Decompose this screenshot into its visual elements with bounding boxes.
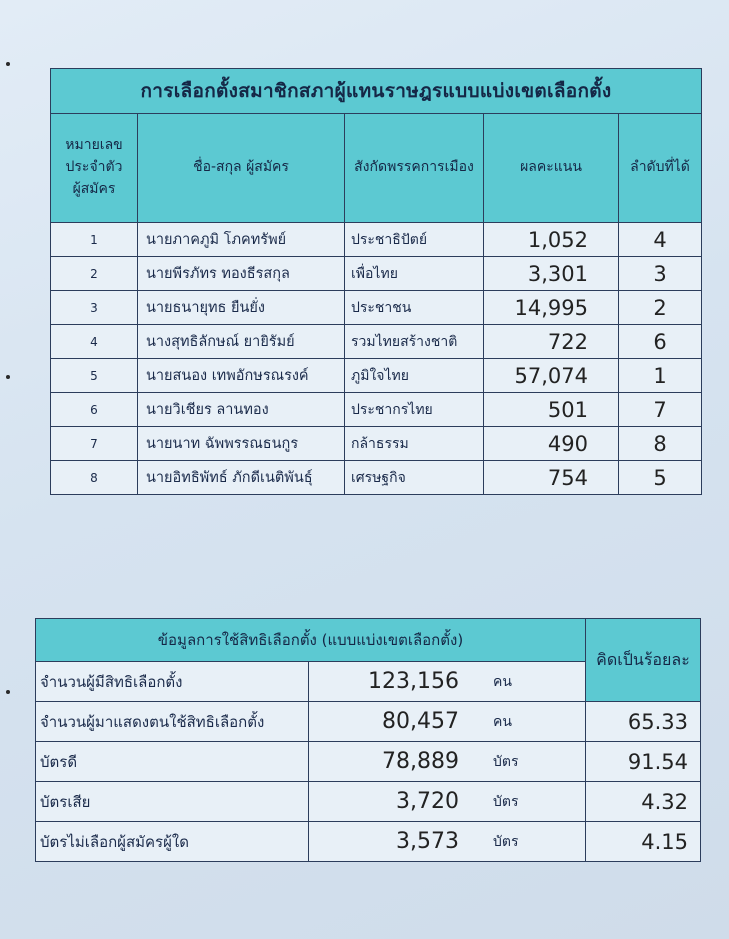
candidate-votes: 754 [484, 461, 619, 495]
candidate-party: ประชาชน [345, 291, 484, 325]
candidate-party: กล้าธรรม [345, 427, 484, 461]
header-number-line1: หมายเลข [65, 137, 123, 154]
candidate-number: 3 [51, 291, 138, 325]
candidate-name: นายวิเชียร ลานทอง [138, 393, 345, 427]
candidate-number: 5 [51, 359, 138, 393]
results-table [50, 68, 702, 495]
candidate-number: 2 [51, 257, 138, 291]
candidate-rank: 7 [619, 393, 702, 427]
header-rank: ลำดับที่ได้ [619, 114, 702, 223]
results-title: การเลือกตั้งสมาชิกสภาผู้แทนราษฎรแบบแบ่งเขตเลือกตั้ง [51, 69, 702, 114]
pin-dot [6, 690, 10, 694]
candidate-rank: 8 [619, 427, 702, 461]
turnout-label: บัตรดี [36, 742, 309, 782]
candidate-name: นายธนายุทธ ยืนยั่ง [138, 291, 345, 325]
table-row [51, 325, 702, 359]
turnout-unit: บัตร [471, 742, 586, 782]
candidate-rank: 1 [619, 359, 702, 393]
table-row [51, 461, 702, 495]
turnout-value: 3,573 [309, 822, 472, 862]
candidate-name: นายภาคภูมิ โภคทรัพย์ [138, 223, 345, 257]
table-row [51, 291, 702, 325]
turnout-value: 123,156 [309, 662, 472, 702]
turnout-percent: 65.33 [586, 702, 701, 742]
candidate-votes: 501 [484, 393, 619, 427]
candidate-votes: 3,301 [484, 257, 619, 291]
pin-dot [6, 62, 10, 66]
header-votes: ผลคะแนน [484, 114, 619, 223]
header-name: ชื่อ-สกุล ผู้สมัคร [138, 114, 345, 223]
candidate-name: นายพีรภัทร ทองธีรสกุล [138, 257, 345, 291]
candidate-number: 7 [51, 427, 138, 461]
header-party: สังกัดพรรคการเมือง [345, 114, 484, 223]
turnout-value: 3,720 [309, 782, 472, 822]
candidate-votes: 722 [484, 325, 619, 359]
candidate-party: รวมไทยสร้างชาติ [345, 325, 484, 359]
percent-header: คิดเป็นร้อยละ [586, 619, 701, 702]
table-row [36, 822, 701, 862]
turnout-value: 80,457 [309, 702, 472, 742]
candidate-rank: 3 [619, 257, 702, 291]
candidate-number: 4 [51, 325, 138, 359]
candidate-party: เศรษฐกิจ [345, 461, 484, 495]
table-row [51, 427, 702, 461]
candidate-votes: 57,074 [484, 359, 619, 393]
candidate-name: นายสนอง เทพอักษรณรงค์ [138, 359, 345, 393]
turnout-unit: คน [471, 702, 586, 742]
candidate-votes: 14,995 [484, 291, 619, 325]
candidate-rank: 2 [619, 291, 702, 325]
table-row [36, 742, 701, 782]
table-row [51, 359, 702, 393]
turnout-value: 78,889 [309, 742, 472, 782]
turnout-percent: 4.15 [586, 822, 701, 862]
candidate-party: ประชากรไทย [345, 393, 484, 427]
turnout-percent: 91.54 [586, 742, 701, 782]
candidate-name: นายอิทธิพัทธ์ ภักดีเนติพันธุ์ [138, 461, 345, 495]
header-number [51, 114, 138, 223]
candidate-party: ประชาธิปัตย์ [345, 223, 484, 257]
turnout-table [35, 618, 701, 862]
candidate-party: ภูมิใจไทย [345, 359, 484, 393]
turnout-unit: คน [471, 662, 586, 702]
candidate-number: 6 [51, 393, 138, 427]
turnout-label: บัตรไม่เลือกผู้สมัครผู้ใด [36, 822, 309, 862]
table-row [51, 257, 702, 291]
pin-dot [6, 375, 10, 379]
candidate-votes: 490 [484, 427, 619, 461]
candidate-rank: 4 [619, 223, 702, 257]
table-row [51, 393, 702, 427]
results-header-row [51, 114, 702, 223]
table-row [36, 782, 701, 822]
table-row [36, 702, 701, 742]
table-row [51, 223, 702, 257]
turnout-label: จำนวนผู้มาแสดงตนใช้สิทธิเลือกตั้ง [36, 702, 309, 742]
candidate-name: นางสุทธิลักษณ์ ยายิรัมย์ [138, 325, 345, 359]
candidate-votes: 1,052 [484, 223, 619, 257]
candidate-number: 1 [51, 223, 138, 257]
turnout-label: จำนวนผู้มีสิทธิเลือกตั้ง [36, 662, 309, 702]
candidate-number: 8 [51, 461, 138, 495]
turnout-percent: 4.32 [586, 782, 701, 822]
candidate-name: นายนาท ฉัพพรรณธนกูร [138, 427, 345, 461]
header-number-line3: ผู้สมัคร [72, 180, 116, 197]
turnout-unit: บัตร [471, 822, 586, 862]
turnout-label: บัตรเสีย [36, 782, 309, 822]
candidate-party: เพื่อไทย [345, 257, 484, 291]
turnout-unit: บัตร [471, 782, 586, 822]
header-number-line2: ประจำตัว [65, 159, 123, 176]
turnout-title: ข้อมูลการใช้สิทธิเลือกตั้ง (แบบแบ่งเขตเลือกตั้ง) [36, 619, 586, 662]
candidate-rank: 6 [619, 325, 702, 359]
candidate-rank: 5 [619, 461, 702, 495]
